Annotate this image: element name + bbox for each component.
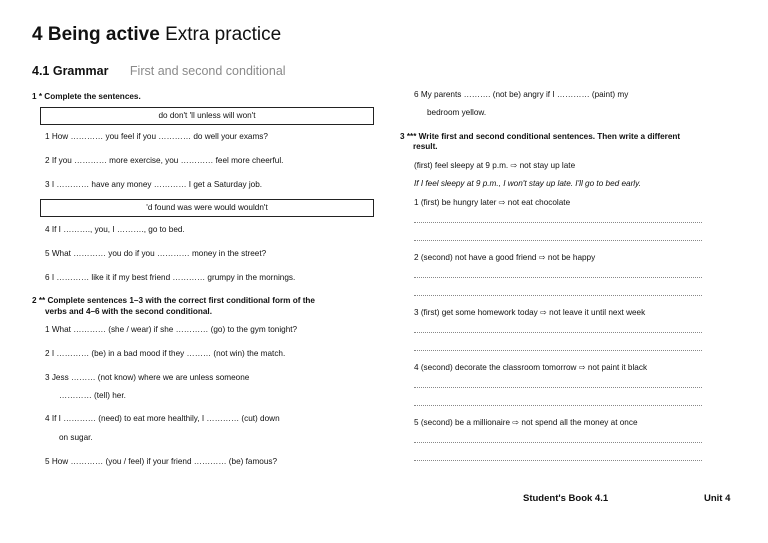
ex3-heading-line-1: 3 *** Write first and second conditional sentences. Then write a different [400, 132, 681, 141]
answer-line[interactable] [414, 332, 702, 333]
title-rest: Extra practice [165, 24, 282, 45]
ex1-word-box-2: 'd found was were would wouldn't [40, 199, 374, 217]
answer-line[interactable] [414, 350, 702, 351]
ex1-item-2: 2 If you ………… more exercise, you ………… feel more cheerful. [45, 156, 284, 165]
ex1-item-3: 3 I ………… have any money ………… I get a Saturday job. [45, 180, 263, 189]
answer-line[interactable] [414, 222, 702, 223]
ex3-item-4: 4 (second) decorate the classroom tomorrow ⇨ not paint it black [414, 363, 648, 372]
title-bold: 4 Being active [32, 24, 160, 45]
ex2-item-6: 6 My parents ………. (not be) angry if I ………… (paint) my [414, 90, 629, 99]
footer-book-reference: Student's Book 4.1 [523, 493, 609, 504]
answer-line[interactable] [414, 295, 702, 296]
ex3-item-2: 2 (second) not have a good friend ⇨ not be happy [414, 253, 596, 262]
section-subtitle: First and second conditional [129, 64, 286, 78]
ex3-example-answer: If I feel sleepy at 9 p.m., I won't stay up late. I'll go to bed early. [414, 179, 641, 188]
ex3-heading-line-2: result. [413, 142, 438, 151]
ex2-item-2: 2 I ………… (be) in a bad mood if they ……… (not win) the match. [45, 349, 286, 358]
ex2-item-3-cont: ………… (tell) her. [59, 391, 126, 400]
ex2-heading-line-1: 2 ** Complete sentences 1–3 with the correct first conditional form of the [32, 296, 315, 305]
ex1-item-6: 6 I ………… like it if my best friend ………… grumpy in the mornings. [45, 273, 296, 282]
section-heading [32, 64, 286, 78]
section-number: 4.1 Grammar [32, 64, 109, 78]
answer-line[interactable] [414, 240, 702, 241]
ex2-item-4-cont: on sugar. [59, 433, 93, 442]
ex3-item-5: 5 (second) be a millionaire ⇨ not spend all the money at once [414, 418, 638, 427]
answer-line[interactable] [414, 460, 702, 461]
ex3-example-prompt: (first) feel sleepy at 9 p.m. ⇨ not stay up late [414, 161, 576, 170]
ex1-word-box-1: do don't 'll unless will won't [40, 107, 374, 125]
ex1-item-1: 1 How ………… you feel if you ………… do well your exams? [45, 132, 268, 141]
ex2-item-1: 1 What ………… (she / wear) if she ………… (go) to the gym tonight? [45, 325, 298, 334]
ex1-item-4: 4 If I ………., you, I ………., go to bed. [45, 225, 185, 234]
ex2-heading-line-2: verbs and 4–6 with the second conditional. [45, 307, 212, 316]
ex2-item-6-cont: bedroom yellow. [427, 108, 487, 117]
ex2-item-4: 4 If I ………… (need) to eat more healthily, I ………… (cut) down [45, 414, 280, 423]
answer-line[interactable] [414, 387, 702, 388]
ex1-heading: 1 * Complete the sentences. [32, 92, 141, 101]
ex2-item-3: 3 Jess ……… (not know) where we are unless someone [45, 373, 250, 382]
ex3-item-1: 1 (first) be hungry later ⇨ not eat chocolate [414, 198, 571, 207]
footer-unit: Unit 4 [704, 493, 731, 504]
ex2-item-5: 5 How ………… (you / feel) if your friend ………… (be) famous? [45, 457, 278, 466]
ex3-item-3: 3 (first) get some homework today ⇨ not leave it until next week [414, 308, 646, 317]
answer-line[interactable] [414, 442, 702, 443]
answer-line[interactable] [414, 277, 702, 278]
page-title [32, 24, 281, 46]
answer-line[interactable] [414, 405, 702, 406]
ex1-item-5: 5 What ………… you do if you ………… money in the street? [45, 249, 267, 258]
